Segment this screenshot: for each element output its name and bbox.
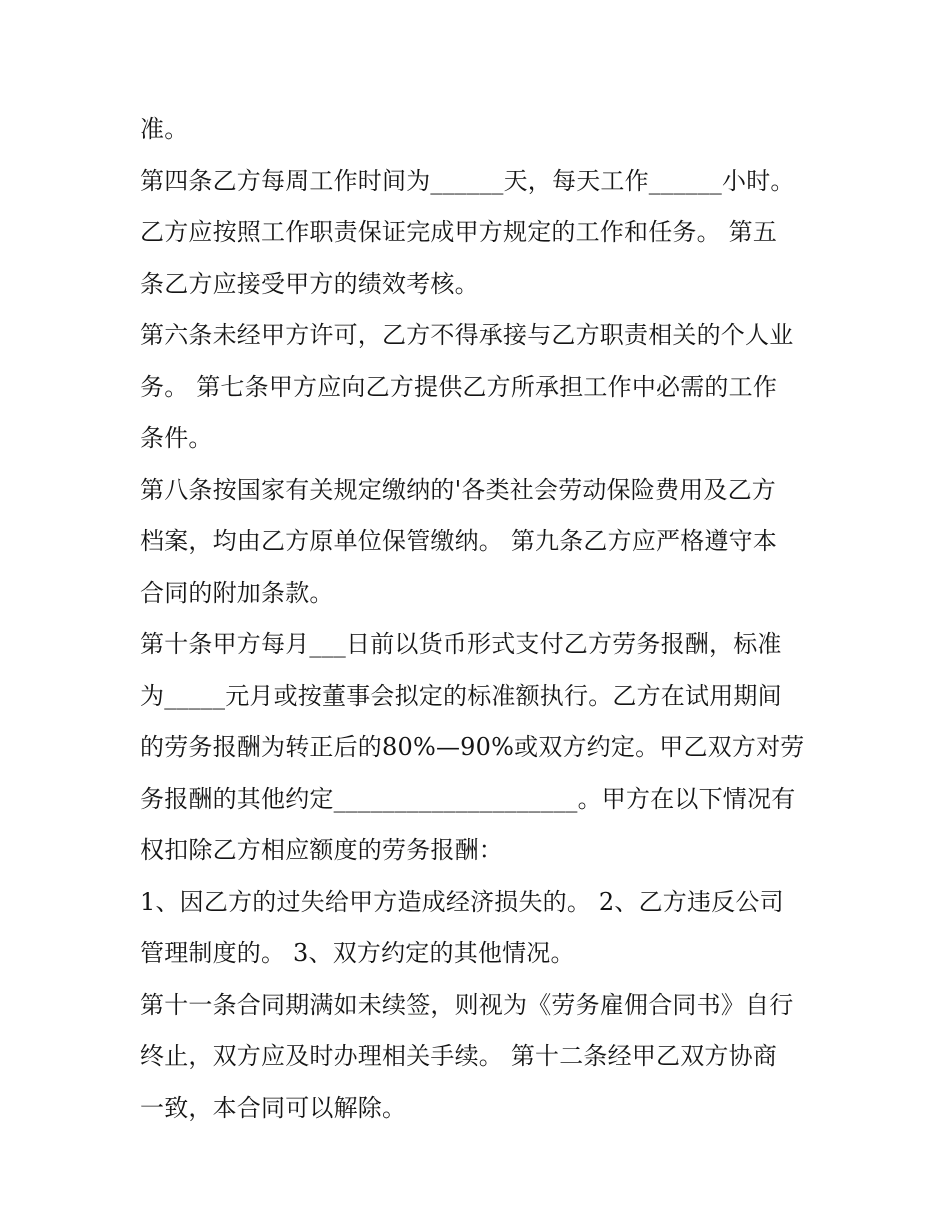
- text-line: 为_____元月或按董事会拟定的标准额执行。乙方在试用期间: [140, 681, 782, 710]
- text-line: 一致，本合同可以解除。: [140, 1093, 407, 1122]
- text-line: 务报酬的其他约定____________________。甲方在以下情况有: [140, 784, 796, 813]
- text-line: 务。 第七条甲方应向乙方提供乙方所承担工作中必需的工作: [140, 372, 778, 401]
- text-line: 第十一条合同期满如未续签，则视为《劳务雇佣合同书》自行: [140, 990, 794, 1019]
- text-line: 第四条乙方每周工作时间为______天，每天工作______小时。: [140, 166, 795, 195]
- text-line: 权扣除乙方相应额度的劳务报酬：: [140, 836, 503, 864]
- text-line: 条乙方应接受甲方的绩效考核。: [140, 269, 479, 298]
- text-line: 档案，均由乙方原单位保管缴纳。 第九条乙方应严格遵守本: [140, 527, 778, 555]
- contract-text: [140, 104, 830, 1134]
- text-line: 合同的附加条款。: [140, 578, 334, 607]
- text-line: 第八条按国家有关规定缴纳的'各类社会劳动保险费用及乙方: [140, 475, 776, 504]
- text-line: 第六条未经甲方许可，乙方不得承接与乙方职责相关的个人业: [140, 321, 794, 349]
- text-line: 第十条甲方每月___日前以货币形式支付乙方劳务报酬，标准: [140, 630, 782, 658]
- text-line: 管理制度的。 3、双方约定的其他情况。: [140, 939, 575, 967]
- text-line: 1、因乙方的过失给甲方造成经济损失的。 2、乙方违反公司: [140, 887, 784, 916]
- text-line: 的劳务报酬为转正后的80%—90%或双方约定。甲乙双方对劳: [140, 733, 805, 761]
- text-line: 乙方应按照工作职责保证完成甲方规定的工作和任务。 第五: [140, 218, 778, 246]
- text-line: 终止，双方应及时办理相关手续。 第十二条经甲乙双方协商: [140, 1042, 778, 1070]
- text-line: 条件。: [140, 424, 213, 452]
- text-line: 准。: [140, 115, 189, 143]
